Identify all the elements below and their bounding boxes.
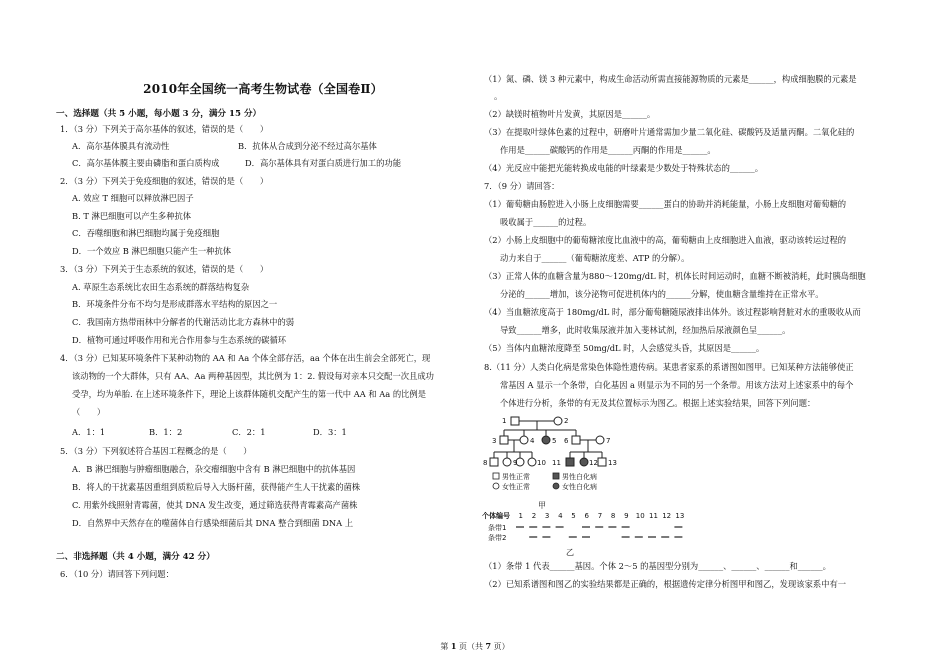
pedigree-label-9: 9: [513, 459, 518, 467]
pedigree-individual-6: [572, 436, 580, 444]
band-individual-id: 10: [635, 512, 645, 520]
q8-stem-line2: 常基因 A 显示一个条带，白化基因 a 则显示为不同的另一个条带。用该方法对上述家系中的每个: [500, 380, 854, 390]
q2-option-c: C．吞噬细胞和淋巴细胞均属于免疫细胞: [72, 228, 220, 238]
q1-option-d: D．高尔基体具有对蛋白质进行加工的功能: [245, 158, 401, 168]
q1-option-b: B．抗体从合成到分泌不经过高尔基体: [238, 141, 377, 151]
pedigree-individual-13: [598, 458, 606, 466]
pedigree-label-7: 7: [606, 437, 611, 445]
q2-option-a: A. 效应 T 细胞可以释放淋巴因子: [72, 193, 194, 203]
q6-sub4: （4）光反应中能把光能转换成电能的叶绿素是少数处于特殊状态的______。: [484, 163, 764, 173]
q2-stem: 2．（3 分）下列关于免疫细胞的叙述，错误的是（ ）: [60, 176, 269, 186]
pedigree-individual-10-b: [528, 458, 536, 466]
q7-sub2-line2: 动力来自于______（葡萄糖浓度差、ATP 的分解）。: [500, 253, 690, 263]
footer-post: 页）: [491, 642, 510, 651]
pedigree-individual-12: [580, 458, 588, 466]
footer-pre: 第: [440, 642, 451, 651]
q7-sub2-line1: （2）小肠上皮细胞中的葡萄糖浓度比血液中的高，葡萄糖由上皮细胞进入血液，驱动该转运过程的: [484, 235, 847, 245]
footer-mid: 页（共: [456, 642, 486, 651]
q5-option-d: D．自然界中天然存在的噬菌体自行感染细菌后其 DNA 整合到细菌 DNA 上: [72, 518, 354, 528]
q5-option-a: A．B 淋巴细胞与肿瘤细胞融合，杂交瘤细胞中含有 B 淋巴细胞中的抗体基因: [72, 464, 356, 474]
band-individual-id: 2: [531, 512, 537, 520]
pedigree-individual-1: [511, 417, 519, 425]
q4-option-d: D．3：1: [313, 427, 347, 437]
pedigree-label-10: 10: [537, 459, 546, 467]
pedigree-label-3: 3: [492, 437, 497, 445]
q3-option-a: A. 草原生态系统比农田生态系统的群落结构复杂: [72, 282, 250, 292]
q4-stem-line1: 4．（3 分）已知某环境条件下某种动物的 AA 和 Aa 个体全部存活，aa 个体在出生前会全部死亡，现: [60, 353, 431, 363]
legend-male-affected-icon: [553, 473, 559, 479]
q4-stem-line3: 受孕，均为单胎. 在上述环境条件下，理论上该群体随机交配产生的第一代中 AA 和 Aa 的比例是: [72, 389, 427, 399]
q7-stem: 7．（9 分）请回答：: [484, 181, 560, 191]
q1-option-c: C．高尔基体膜主要由磷脂和蛋白质构成: [72, 158, 220, 168]
page-footer: [0, 641, 950, 652]
band-individual-id: 5: [571, 512, 576, 520]
q4-option-b: B．1：2: [149, 427, 183, 437]
pedigree-label-11: 11: [552, 459, 561, 467]
band-individual-id: 1: [518, 512, 523, 520]
q7-sub5: （5）当体内血糖浓度降至 50mg/dL 时，人会感觉头昏，其原因是______。: [484, 343, 765, 353]
q3-option-b: B．环境条件分布不均匀是形成群落水平结构的原因之一: [72, 299, 278, 309]
page-title: 2010年全国统一高考生物试卷（全国卷Ⅱ）: [143, 82, 383, 96]
q6-sub1-line2: 。: [494, 91, 503, 101]
q4-option-c: C．2：1: [232, 427, 266, 437]
legend-female-normal: 女性正常: [502, 483, 530, 491]
q8-sub2: （2）已知系谱图和图乙的实验结果都是正确的，根据遗传定律分析图甲和图乙，发现该家系中有一: [484, 579, 847, 589]
q7-sub1-line1: （1）葡萄糖由肠腔进入小肠上皮细胞需要______蛋白的协助并消耗能量，小肠上皮细胞对葡萄糖的: [484, 199, 847, 209]
pedigree-individual-11: [566, 458, 574, 466]
legend-male-normal-icon: [493, 473, 499, 479]
legend-male-normal: 男性正常: [502, 473, 530, 481]
q4-stem-line4: （ ）: [72, 407, 106, 417]
q5-stem: 5．（3 分）下列叙述符合基因工程概念的是（ ）: [60, 446, 252, 456]
legend-male-affected: 男性白化病: [562, 473, 597, 481]
pedigree-individual-5: [542, 436, 550, 444]
band-individual-id: 11: [649, 512, 658, 520]
q3-option-c: C．我国南方热带雨林中分解者的代谢活动比北方森林中的弱: [72, 317, 295, 327]
q1-option-a: A．高尔基体膜具有流动性: [72, 141, 170, 151]
band-individual-id: 7: [597, 512, 603, 520]
pedigree-individual-2: [554, 417, 562, 425]
q6-sub3-line1: （3）在提取叶绿体色素的过程中，研磨叶片通常需加少量二氧化硅、碳酸钙及适量丙酮。二氧化硅的: [484, 127, 855, 137]
q7-sub3-line1: （3）正常人体的血糖含量为880～120mg/dL 时，机体长时间运动时，血糖不断被消耗，此时胰岛细胞: [484, 271, 866, 281]
pedigree-label-8: 8: [483, 459, 488, 467]
q2-option-b: B. T 淋巴细胞可以产生多种抗体: [72, 211, 192, 221]
pedigree-individual-7: [596, 436, 604, 444]
q6-sub2: （2）缺镁时植物叶片发黄，其原因是______。: [484, 109, 656, 119]
band-row-label: 个体编号: [482, 512, 510, 520]
q7-sub1-line2: 吸收属于______的过程。: [500, 217, 592, 227]
q4-stem-line2: 该动物的一个大群体，只有 AA、Aa 两种基因型，其比例为 1：2. 假设每对亲本只交配一次且成功: [72, 371, 434, 381]
band-individual-id: 3: [544, 512, 550, 520]
pedigree-label-6: 6: [564, 437, 569, 445]
pedigree-individual-8: [490, 458, 498, 466]
pedigree-individual-3: [500, 436, 508, 444]
pedigree-label-5: 5: [552, 437, 557, 445]
pedigree-label-1: 1: [502, 417, 507, 425]
q7-sub4-line2: 导致______增多，此时收集尿液并加入斐林试剂，经加热后尿液颜色呈______。: [500, 325, 791, 335]
q1-stem: 1．（3 分）下列关于高尔基体的叙述，错误的是（ ）: [60, 124, 269, 134]
footer-page-number: 1: [450, 641, 457, 651]
q2-option-d: D．一个效应 B 淋巴细胞只能产生一种抗体: [72, 246, 232, 256]
q6-sub3-line2: 作用是______碳酸钙的作用是______丙酮的作用是______。: [500, 145, 716, 155]
q5-option-c: C. 用紫外线照射青霉菌，使其 DNA 发生改变，通过筛选获得青霉素高产菌株: [72, 500, 358, 510]
legend-female-affected: 女性白化病: [562, 483, 597, 491]
section-choice-heading: 一、选择题（共 5 小题，每小题 3 分，满分 15 分）: [56, 109, 262, 119]
figure-caption-b: 乙: [566, 548, 574, 557]
band-individual-id: 8: [610, 512, 616, 520]
section-nonchoice-heading: 二、非选择题（共 4 小题，满分 42 分）: [56, 552, 215, 562]
q8-sub1: （1）条带 1 代表______基因。个体 2～5 的基因型分别为______、______、______和______。: [484, 561, 831, 571]
band-individual-id: 12: [662, 512, 672, 520]
q8-stem-line3: 个体进行分析，条带的有无及其位置标示为图乙。根据上述实验结果，回答下列问题：: [500, 398, 816, 408]
pedigree-label-12: 12: [589, 459, 598, 467]
pedigree-individual-9: [503, 458, 511, 466]
q3-option-d: D．植物可通过呼吸作用和光合作用参与生态系统的碳循环: [72, 335, 287, 345]
figure-caption-a: 甲: [538, 501, 546, 510]
pedigree-label-4: 4: [530, 437, 535, 445]
pedigree-label-2: 2: [564, 417, 569, 425]
q6-stem: 6．（10 分）请回答下列问题：: [60, 569, 174, 579]
q4-option-a: A．1：1: [72, 427, 106, 437]
q5-option-b: B．将人的干扰素基因重组到质粒后导入大肠杆菌，获得能产生人干扰素的菌株: [72, 482, 361, 492]
pedigree-figure: [480, 412, 690, 560]
q6-sub1-line1: （1）氮、磷、镁 3 种元素中，构成生命活动所需直接能源物质的元素是______，构成细胞膜的元素是: [484, 74, 857, 84]
footer-page-total: 7: [485, 641, 492, 651]
q7-sub4-line1: （4）当血糖浓度高于 180mg/dL 时，部分葡萄糖随尿液排出体外。该过程影响肾脏对水的重吸收从而: [484, 307, 861, 317]
q7-sub3-line2: 分泌的______增加，该分泌物可促进机体内的______分解，使血糖含量维持在正常水平。: [500, 289, 824, 299]
band-individual-id: 6: [584, 512, 589, 520]
band2-label: 条带2: [488, 534, 507, 542]
band-individual-id: 9: [624, 512, 629, 520]
band1-label: 条带1: [488, 524, 507, 532]
pedigree-individual-4: [520, 436, 528, 444]
band-individual-id: 4: [558, 512, 563, 520]
q3-stem: 3．（3 分）下列关于生态系统的叙述，错误的是（ ）: [60, 264, 269, 274]
legend-female-normal-icon: [493, 483, 499, 489]
band-individual-id: 13: [675, 512, 685, 520]
q8-stem-line1: 8.（11 分）人类白化病是常染色体隐性遗传病。某患者家系的系谱图如图甲。已知某种方法能够使正: [484, 362, 854, 372]
pedigree-label-13: 13: [608, 459, 617, 467]
legend-female-affected-icon: [553, 483, 559, 489]
